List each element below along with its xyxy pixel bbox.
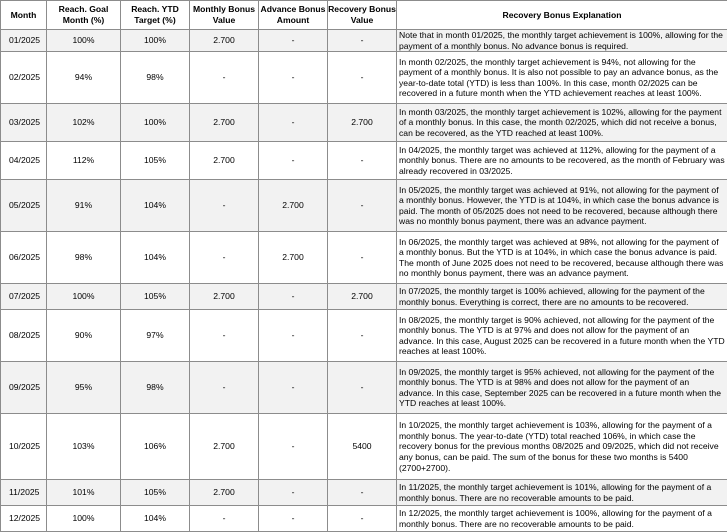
header-row — [1, 1, 727, 30]
cell-ytd: 105% — [121, 142, 190, 180]
cell-recovery-bonus: - — [328, 142, 397, 180]
cell-recovery-bonus: - — [328, 506, 397, 532]
table-row — [1, 52, 727, 104]
cell-goal: 91% — [47, 180, 121, 232]
table-row — [1, 362, 727, 414]
cell-advance-bonus: - — [259, 362, 328, 414]
header-goal: Reach. Goal Month (%) — [47, 1, 121, 30]
cell-monthly-bonus: 2.700 — [190, 480, 259, 506]
cell-goal: 95% — [47, 362, 121, 414]
cell-explanation: Note that in month 01/2025, the monthly target achievement is 100%, allowing for the payment of a monthly bonus. No advance bonus is required. — [397, 30, 727, 52]
cell-recovery-bonus: - — [328, 30, 397, 52]
cell-explanation: In 09/2025, the monthly target is 95% achieved, not allowing for the payment of the monthly bonus. The YTD is at 98% and does not allow for the payment of an advance. In this case, September 2025 can be recovered in a future month when the YTD reaches at least 100%. — [397, 362, 727, 414]
cell-advance-bonus: 2.700 — [259, 232, 328, 284]
cell-ytd: 105% — [121, 284, 190, 310]
cell-month: 12/2025 — [1, 506, 47, 532]
cell-recovery-bonus: 2.700 — [328, 284, 397, 310]
cell-recovery-bonus: - — [328, 310, 397, 362]
table-row — [1, 30, 727, 52]
cell-month: 11/2025 — [1, 480, 47, 506]
cell-explanation: In 08/2025, the monthly target is 90% achieved, not allowing for the payment of the monthly bonus. The YTD is at 97% and does not allow for the payment of an advance. In this case, August 2025 can be recovered in a future month when the YTD reaches at least 100%. — [397, 310, 727, 362]
table-row — [1, 506, 727, 532]
cell-goal: 100% — [47, 284, 121, 310]
cell-explanation: In 07/2025, the monthly target is 100% achieved, allowing for the payment of the monthly bonus. Everything is correct, there are no amounts to be recovered. — [397, 284, 727, 310]
cell-advance-bonus: - — [259, 30, 328, 52]
cell-goal: 112% — [47, 142, 121, 180]
cell-month: 08/2025 — [1, 310, 47, 362]
cell-monthly-bonus: - — [190, 362, 259, 414]
cell-month: 05/2025 — [1, 180, 47, 232]
cell-explanation: In month 03/2025, the monthly target achievement is 102%, allowing for the payment of a monthly bonus. In this case, the month 02/2025, which did not receive a bonus, can be recovered, as the YTD reached at least 100%. — [397, 104, 727, 142]
cell-advance-bonus: 2.700 — [259, 180, 328, 232]
cell-explanation: In 12/2025, the monthly target achievement is 100%, allowing for the payment of a monthly bonus. There are no recoverable amounts to be paid. — [397, 506, 727, 532]
table-row — [1, 310, 727, 362]
cell-advance-bonus: - — [259, 142, 328, 180]
cell-ytd: 98% — [121, 52, 190, 104]
cell-month: 03/2025 — [1, 104, 47, 142]
cell-advance-bonus: - — [259, 310, 328, 362]
cell-advance-bonus: - — [259, 480, 328, 506]
cell-ytd: 104% — [121, 506, 190, 532]
cell-advance-bonus: - — [259, 284, 328, 310]
cell-monthly-bonus: 2.700 — [190, 284, 259, 310]
cell-month: 10/2025 — [1, 414, 47, 480]
cell-goal: 100% — [47, 506, 121, 532]
header-recovery-bonus: Recovery Bonus Value — [328, 1, 397, 30]
cell-monthly-bonus: - — [190, 232, 259, 284]
cell-goal: 101% — [47, 480, 121, 506]
cell-monthly-bonus: 2.700 — [190, 30, 259, 52]
cell-monthly-bonus: 2.700 — [190, 142, 259, 180]
cell-explanation: In 05/2025, the monthly target was achieved at 91%, not allowing for the payment of a monthly bonus. However, the YTD is at 104%, in which case the bonus advance is paid. The month of 05/2025 does not need to be recovered, because although there was no monthly bonus payment, there was an advance payment. — [397, 180, 727, 232]
cell-explanation: In month 02/2025, the monthly target achievement is 94%, not allowing for the payment of a monthly bonus. It is also not possible to pay an advance bonus, as the year-to-date total (YTD) is less than 100%. In this case, month 02/2025 can be recovered in a future month when the YTD achievement reaches at least 100%. — [397, 52, 727, 104]
cell-ytd: 100% — [121, 30, 190, 52]
header-monthly-bonus: Monthly Bonus Value — [190, 1, 259, 30]
cell-ytd: 104% — [121, 180, 190, 232]
cell-goal: 90% — [47, 310, 121, 362]
cell-goal: 94% — [47, 52, 121, 104]
cell-monthly-bonus: - — [190, 52, 259, 104]
cell-ytd: 104% — [121, 232, 190, 284]
cell-ytd: 106% — [121, 414, 190, 480]
cell-explanation: In 10/2025, the monthly target achievement is 103%, allowing for the payment of a monthly bonus. The year-to-date (YTD) total reached 106%, in which case the recovery bonus for the previous months 08/2025 and 09/2025, which did not receive any bonus, can be paid. The sum of the bonus for these two months is 5400 (2700+2700). — [397, 414, 727, 480]
cell-month: 07/2025 — [1, 284, 47, 310]
cell-month: 01/2025 — [1, 30, 47, 52]
table-row — [1, 232, 727, 284]
cell-advance-bonus: - — [259, 104, 328, 142]
cell-monthly-bonus: - — [190, 310, 259, 362]
cell-month: 02/2025 — [1, 52, 47, 104]
header-explanation: Recovery Bonus Explanation — [397, 1, 727, 30]
cell-monthly-bonus: 2.700 — [190, 414, 259, 480]
table-row — [1, 480, 727, 506]
cell-explanation: In 11/2025, the monthly target achievement is 101%, allowing for the payment of a monthly bonus. There are no recoverable amounts to be paid. — [397, 480, 727, 506]
cell-recovery-bonus: - — [328, 480, 397, 506]
cell-recovery-bonus: - — [328, 180, 397, 232]
cell-advance-bonus: - — [259, 414, 328, 480]
cell-advance-bonus: - — [259, 52, 328, 104]
cell-recovery-bonus: - — [328, 52, 397, 104]
cell-ytd: 100% — [121, 104, 190, 142]
cell-recovery-bonus: 5400 — [328, 414, 397, 480]
cell-explanation: In 04/2025, the monthly target was achieved at 112%, allowing for the payment of a monthly bonus. There are no amounts to be recovered, as the month of February was already recovered in 03/2025. — [397, 142, 727, 180]
table-row — [1, 414, 727, 480]
cell-month: 04/2025 — [1, 142, 47, 180]
cell-month: 09/2025 — [1, 362, 47, 414]
cell-explanation: In 06/2025, the monthly target was achieved at 98%, not allowing for the payment of a monthly bonus. But the YTD is at 104%, in which case the bonus advance is paid. The month of June 2025 does not need to be recovered, because although there was no monthly bonus payment, there was an advance payment. — [397, 232, 727, 284]
cell-goal: 103% — [47, 414, 121, 480]
cell-recovery-bonus: - — [328, 232, 397, 284]
cell-monthly-bonus: - — [190, 180, 259, 232]
cell-goal: 102% — [47, 104, 121, 142]
cell-goal: 100% — [47, 30, 121, 52]
table-row — [1, 284, 727, 310]
cell-ytd: 98% — [121, 362, 190, 414]
cell-ytd: 105% — [121, 480, 190, 506]
cell-monthly-bonus: - — [190, 506, 259, 532]
cell-advance-bonus: - — [259, 506, 328, 532]
table-row — [1, 142, 727, 180]
header-advance-bonus: Advance Bonus Amount — [259, 1, 328, 30]
cell-recovery-bonus: 2.700 — [328, 104, 397, 142]
cell-recovery-bonus: - — [328, 362, 397, 414]
cell-month: 06/2025 — [1, 232, 47, 284]
cell-goal: 98% — [47, 232, 121, 284]
cell-ytd: 97% — [121, 310, 190, 362]
table-row — [1, 180, 727, 232]
header-month: Month — [1, 1, 47, 30]
cell-monthly-bonus: 2.700 — [190, 104, 259, 142]
table-row — [1, 104, 727, 142]
header-ytd: Reach. YTD Target (%) — [121, 1, 190, 30]
